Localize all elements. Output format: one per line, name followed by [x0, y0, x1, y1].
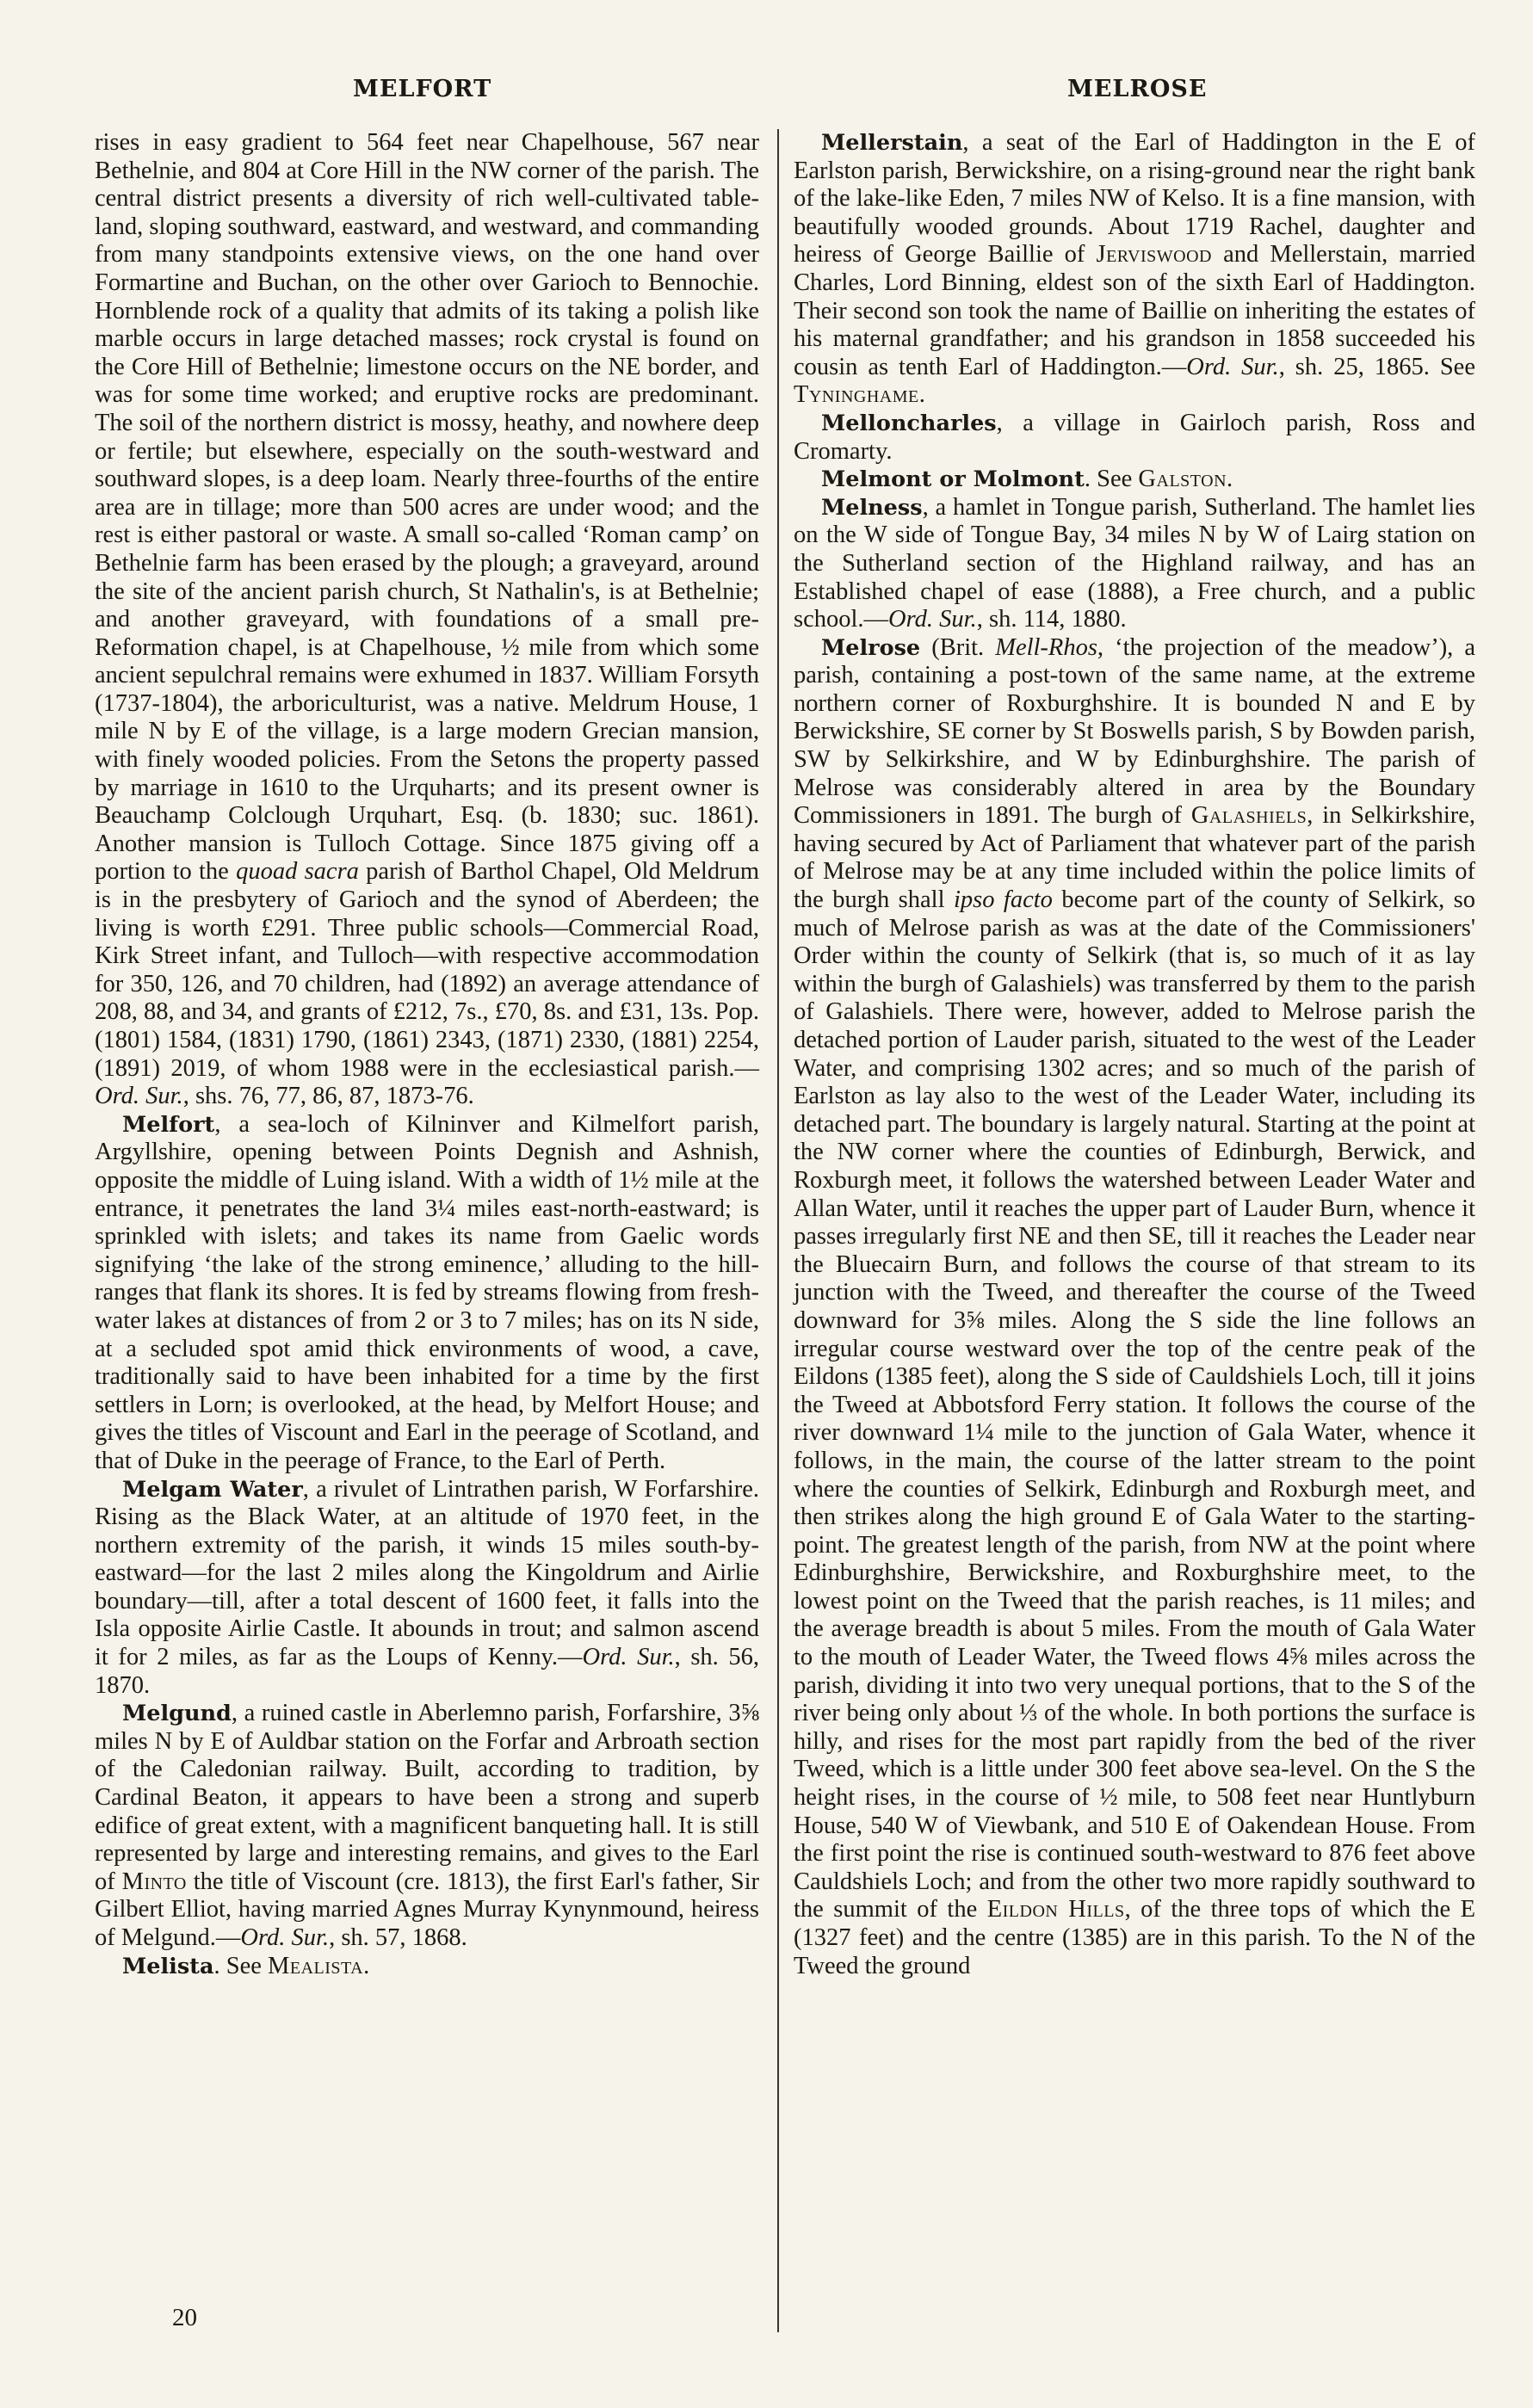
- italic-text: Ord. Sur.: [582, 1644, 675, 1671]
- entry-text: .: [1227, 466, 1233, 493]
- italic-text: Ord. Sur.: [95, 1083, 183, 1110]
- entry-paragraph: [794, 466, 1475, 494]
- entry-text: , a ruined castle in Aberlemno parish, Forfarshire, 3⅝ miles N by E of Auldbar station on the Forfar and Arbroath section of the Caledonian railway. Built, according to tradition, by Cardinal Beaton, it appears to have been a strong and superb edifice of great extent, with a magnificent banqueting hall. It is still represented by large and interesting remains, and gives to the Earl of: [95, 1700, 759, 1895]
- entry-text: become part of the county of Selkirk, so much of Melrose parish as was at the date of the Commissioners' Order within the county of Selkirk (that is, so much of it as lay within the burgh of Galashiels) was transferred by them to the parish of Galashiels. There were, however, added to Melrose parish the detached portion of Lauder parish, situated to the west of the Leader Water, and comprising 1302 acres; and so much of the parish of Earlston as lay also to the west of the Leader Water, including its detached part. The boundary is largely natural. Starting at the point at the NW corner where the counties of Edinburgh, Berwick, and Roxburgh meet, it follows the watershed between Leader Water and Allan Water, until it reaches the upper part of Lauder Burn, whence it passes irregularly first NE and then SE, till it reaches the Leader near the Bluecairn Burn, and follows the course of that stream to its junction with the Tweed, and thereafter the course of the Tweed downward for 3⅝ miles. Along the S side the line follows an irregular course westward over the top of the centre peak of the Eildons (1385 feet), along the S side of Cauldshiels Loch, till it joins the Tweed at Abbotsford Ferry station. It follows the course of the river downward 1¼ mile to the junction of Gala Water, whence it follows, in the main, the course of the latter stream to the point where the counties of Selkirk, Edinburgh and Roxburgh meet, and then strikes along the high ground E of Gala Water to the starting-point. The greatest length of the parish, from NW at the point where Edinburghshire, Berwickshire, and Roxburghshire meet, to the lowest point on the Tweed that the parish reaches, is 11 miles; and the average breadth is about 5 miles. From the mouth of Gala Water to the mouth of Leader Water, the Tweed flows 4⅝ miles across the parish, dividing it into two very unequal portions, that to the S of the river being only about ⅓ of the whole. In both portions the surface is hilly, and rises for the most part rapidly from the bed of the river Tweed, which is a little under 300 feet above sea-level. On the S the height rises, in the course of ½ mile, to 508 feet near Huntlyburn House, 540 W of Viewbank, and 510 E of Oakendean House. From the first point the rise is continued south-westward to 876 feet above Cauldshiels Loch; and from the other two more rapidly southward to the summit of the: [794, 886, 1475, 1923]
- italic-text: quoad sacra: [236, 858, 359, 886]
- entry-paragraph: [95, 1476, 759, 1701]
- entry-text: , sh. 57, 1868.: [329, 1924, 467, 1951]
- entry-paragraph: [95, 129, 759, 1111]
- entry-paragraph: [95, 1953, 759, 1981]
- entry-paragraph: [95, 1700, 759, 1952]
- italic-text: Mell-Rhos: [995, 633, 1097, 661]
- headword: Mellerstain: [821, 130, 963, 156]
- headword: Melrose: [821, 634, 921, 661]
- right-column: [794, 129, 1475, 1980]
- entry-text: , sh. 114, 1880.: [976, 606, 1127, 633]
- headword: Melloncharles: [821, 410, 997, 436]
- left-column: [95, 129, 759, 1980]
- entry-text: .: [363, 1952, 370, 1979]
- entry-paragraph: [794, 494, 1475, 634]
- cross-reference: Galashiels: [1190, 802, 1307, 830]
- entry-text: , a hamlet in Tongue parish, Sutherland. The hamlet lies on the W side of Tongue Bay, 34 miles N by W of Lairg station on the Sutherland section of the Highland railway, and has an Established chapel of ease (1888), a Free church, and a public school.—: [794, 493, 1475, 633]
- entry-text: , a rivulet of Lintrathen parish, W Forfarshire. Rising as the Black Water, at an altitude of 1970 feet, in the northern extremity of the parish, it winds 15 miles south-by-eastward—for the last 2 miles along the Kingoldrum and Airlie boundary—till, after a total descent of 1600 feet, it falls into the Isla opposite Airlie Castle. It abounds in trout; and salmon ascend it for 2 miles, as far as the Loups of Kenny.—: [95, 1475, 759, 1671]
- entry-text: rises in easy gradient to 564 feet near Chapelhouse, 567 near Bethelnie, and 804 at Core Hill in the NW corner of the parish. The central district presents a diversity of rich well-cultivated table-land, sloping southward, eastward, and westward, and commanding from many standpoints extensive views, on the one hand over Formartine and Buchan, on the other over Garioch to Bennochie. Hornblende rock of a quality that admits of its taking a polish like marble occurs in large detached masses; rock crystal is found on the Core Hill of Bethelnie; limestone occurs on the NE border, and was for some time worked; and eruptive rocks are predominant. The soil of the northern district is mossy, heathy, and nowhere deep or fertile; but elsewhere, especially on the south-westward and southward slopes, is a deep loam. Nearly three-fourths of the entire area are in tillage; more than 500 acres are under wood; and the rest is either pastoral or waste. A small so-called ‘Roman camp’ on Bethelnie farm has been erased by the plough; a graveyard, around the site of the ancient parish church, St Nathalin's, is at Bethelnie; and another graveyard, with foundations of a small pre-Reformation chapel, is at Chapelhouse, ½ mile from which some ancient sepulchral remains were exhumed in 1837. William Forsyth (1737-1804), the arboriculturist, was a native. Meldrum House, 1 mile N by E of the village, is a large modern Grecian mansion, with finely wooded policies. From the Setons the property passed by marriage in 1610 to the Urquharts; and its present owner is Beauchamp Colclough Urquhart, Esq. (b. 1830; suc. 1861). Another mansion is Tulloch Cottage. Since 1875 giving off a portion to the: [95, 129, 759, 886]
- entry-text: .: [918, 381, 925, 409]
- headword: Melfort: [122, 1111, 215, 1138]
- cross-reference: Jerviswood: [1096, 241, 1212, 269]
- headword: Melgund: [122, 1701, 232, 1727]
- entry-text: , in Selkirkshire, having secured by Act of Parliament that whatever part of the parish of Melrose may be at any time included within the police limits of the burgh shall: [794, 802, 1475, 914]
- entry-text: , a village in Gairloch parish, Ross and Cromarty.: [794, 409, 1475, 465]
- entry-text: , ‘the projection of the meadow’), a parish, containing a post-town of the same name, at the extreme northern corner of Roxburghshire. It is bounded N and E by Berwickshire, SE corner by St Boswells parish, S by Bowden parish, SW by Selkirkshire, and W by Edinburghshire. The parish of Melrose was considerably altered in area by the Boundary Commissioners in 1891. The burgh of: [794, 633, 1475, 830]
- italic-text: ipso facto: [953, 886, 1053, 914]
- headword: Melness: [821, 494, 923, 521]
- entry-text: and Mellerstain, married Charles, Lord Binning, eldest son of the sixth Earl of Haddington. Their second son took the name of Baillie on inheriting the estates of his maternal grandfather; and his grandson in 1858 succeeded his cousin as tenth Earl of Haddington.—: [794, 241, 1475, 380]
- entry-text: , of the three tops of which the E (1327 feet) and the centre (1385) are in this parish. To the N of the Tweed the ground: [794, 1896, 1475, 1979]
- headword: Melista: [122, 1953, 214, 1979]
- cross-reference: Mealista: [268, 1952, 364, 1979]
- entry-text: , sh. 25, 1865. See: [1278, 353, 1475, 380]
- entry-paragraph: [794, 410, 1475, 466]
- entry-text: , sh. 56, 1870.: [95, 1644, 759, 1699]
- italic-text: Ord. Sur.: [1186, 353, 1279, 380]
- page-number: 20: [172, 2304, 197, 2331]
- cross-reference: Minto: [121, 1868, 187, 1895]
- headword: Melgam Water: [122, 1476, 303, 1503]
- entry-paragraph: [794, 129, 1475, 410]
- entry-paragraph: [794, 634, 1475, 1981]
- headword: Melmont or Molmont: [821, 466, 1085, 493]
- entry-text: parish of Barthol Chapel, Old Meldrum is in the presbytery of Garioch and the synod of Aberdeen; the living is worth £291. Three public schools—Commercial Road, Kirk Street infant, and Tulloch—with respective accommodation for 350, 126, and 70 children, had (1892) an average attendance of 208, 88, and 34, and grants of £212, 7s., £70, 8s. and £31, 13s. Pop. (1801) 1584, (1831) 1790, (1861) 2343, (1871) 2330, (1881) 2254, (1891) 2019, of whom 1988 were in the ecclesiastical parish.—: [95, 858, 759, 1082]
- entry-text: the title of Viscount (cre. 1813), the first Earl's father, Sir Gilbert Elliot, having married Agnes Murray Kynynmound, heiress of Melgund.—: [95, 1868, 759, 1951]
- cross-reference: Eildon Hills: [986, 1896, 1125, 1923]
- entry-text: , a seat of the Earl of Haddington in the E of Earlston parish, Berwickshire, on a rising-ground near the right bank of the lake-like Eden, 7 miles NW of Kelso. It is a fine mansion, with beautifully wooded grounds. About 1719 Rachel, daughter and heiress of George Baillie of: [794, 129, 1475, 269]
- running-head-right: MELROSE: [1067, 76, 1208, 102]
- entry-text: , a sea-loch of Kilninver and Kilmelfort parish, Argyllshire, opening between Points Degnish and Ashnish, opposite the middle of Luing island. With a width of 1½ mile at the entrance, it penetrates the land 3¼ miles east-north-eastward; is sprinkled with islets; and takes its name from Gaelic words signifying ‘the lake of the strong eminence,’ alluding to the hill-ranges that flank its shores. It is fed by streams flowing from fresh-water lakes at distances of from 2 or 3 to 7 miles; has on its N side, at a secluded spot amid thick environments of wood, a cave, traditionally said to have been inhabited for a time by the first settlers in Lorn; is overlooked, at the head, by Melfort House; and gives the titles of Viscount and Earl in the peerage of Scotland, and that of Duke in the peerage of France, to the Earl of Perth.: [95, 1110, 759, 1474]
- column-rule: [777, 129, 779, 2332]
- entry-text: (Brit.: [920, 633, 996, 661]
- italic-text: Ord. Sur.: [888, 606, 977, 633]
- entry-text: . See: [213, 1952, 269, 1979]
- cross-reference: Tyninghame: [794, 381, 919, 409]
- italic-text: Ord. Sur.: [240, 1924, 330, 1951]
- cross-reference: Galston: [1138, 466, 1227, 493]
- entry-paragraph: [95, 1111, 759, 1476]
- entry-text: . See: [1084, 466, 1139, 493]
- entry-text: , shs. 76, 77, 86, 87, 1873-76.: [182, 1083, 474, 1110]
- running-head-left: MELFORT: [353, 76, 492, 102]
